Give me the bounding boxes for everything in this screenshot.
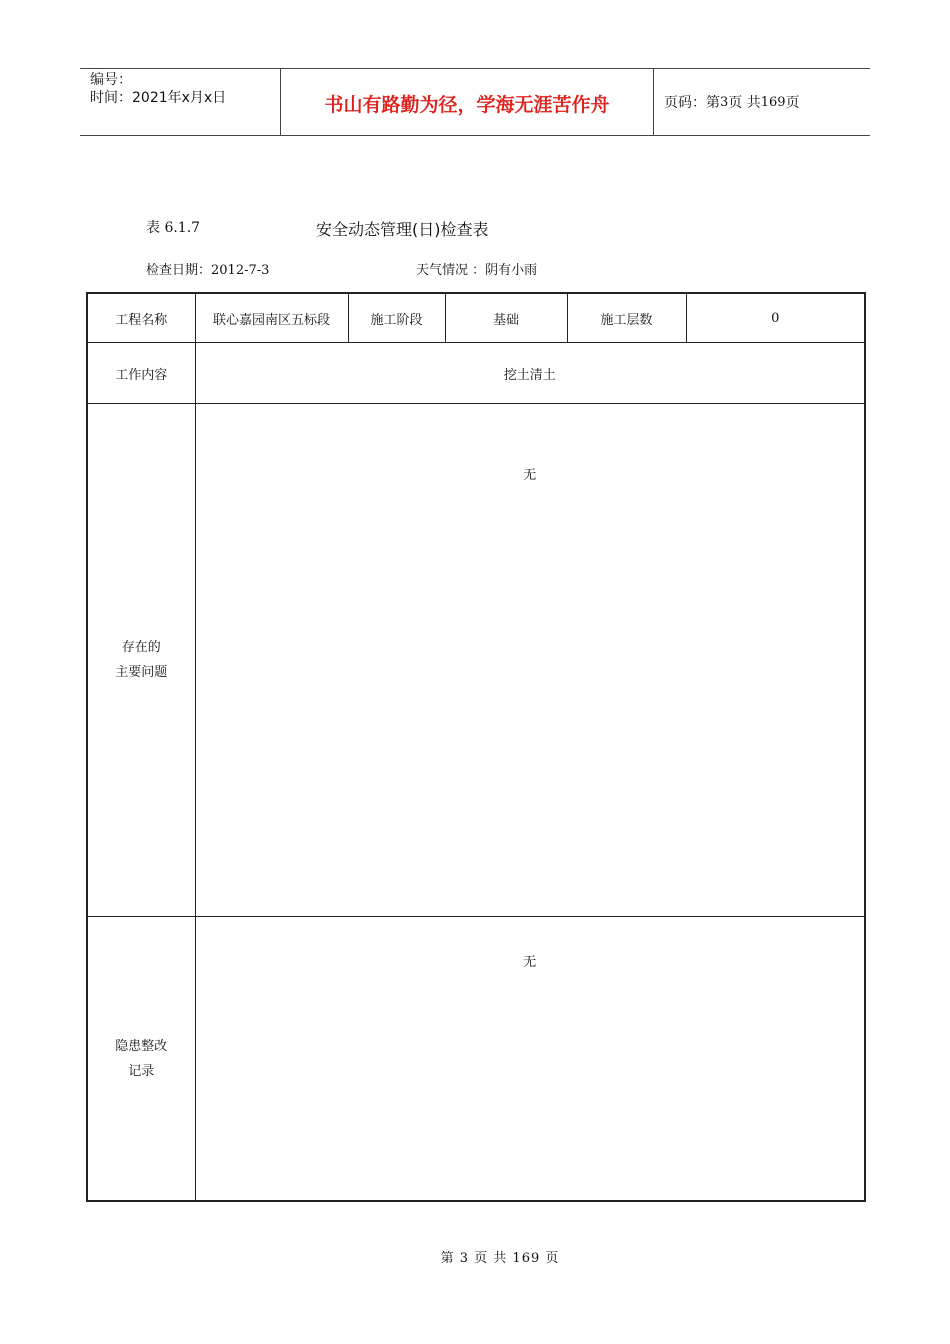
page-current: 3 — [720, 94, 729, 110]
problems-label-line2: 主要问题 — [115, 665, 168, 680]
rectify-cell — [195, 917, 865, 1202]
page-mid: 页 共 — [728, 95, 761, 111]
project-name-value: 联心嘉园南区五标段 — [195, 293, 348, 343]
header-motto: 书山有路勤为径，学海无涯苦作舟 — [281, 69, 654, 135]
table-row — [87, 404, 865, 917]
table-row — [87, 343, 865, 404]
project-name-label: 工程名称 — [87, 293, 195, 343]
table-number: 表 6.1.7 — [146, 220, 201, 236]
work-label: 工作内容 — [87, 343, 195, 404]
inspection-table — [86, 292, 866, 1202]
header-page-info — [654, 69, 870, 135]
work-value: 挖土清土 — [195, 343, 865, 404]
table-name: 安全动态管理(日)检查表 — [316, 220, 489, 239]
time-label: 时间：2021年x月x日 — [90, 90, 227, 106]
rectify-value: 无 — [523, 955, 537, 970]
problems-label — [87, 404, 195, 917]
table-title — [146, 217, 489, 239]
floors-value: 0 — [686, 293, 865, 343]
header-info — [80, 69, 281, 135]
page-footer: 第 3 页 共 169 页 — [440, 1251, 560, 1266]
problems-cell — [195, 404, 865, 917]
problems-label-line1: 存在的 — [121, 640, 161, 655]
stage-label: 施工阶段 — [348, 293, 445, 343]
table-row — [87, 917, 865, 1202]
floors-label: 施工层数 — [567, 293, 686, 343]
page-prefix: 页码：第 — [664, 95, 720, 111]
rectify-label — [87, 917, 195, 1202]
number-label: 编号： — [90, 72, 132, 88]
page-suffix: 页 — [785, 95, 800, 111]
rectify-label-line1: 隐患整改 — [115, 1038, 168, 1054]
table-row — [87, 293, 865, 343]
problems-value: 无 — [523, 468, 537, 483]
stage-value: 基础 — [445, 293, 567, 343]
check-date: 检查日期：2012-7-3 — [146, 263, 270, 278]
page-total: 169 — [760, 94, 786, 110]
page-header — [80, 68, 870, 136]
rectify-label-line2: 记录 — [128, 1063, 155, 1079]
weather: 天气情况 ：阴有小雨 — [416, 263, 538, 278]
